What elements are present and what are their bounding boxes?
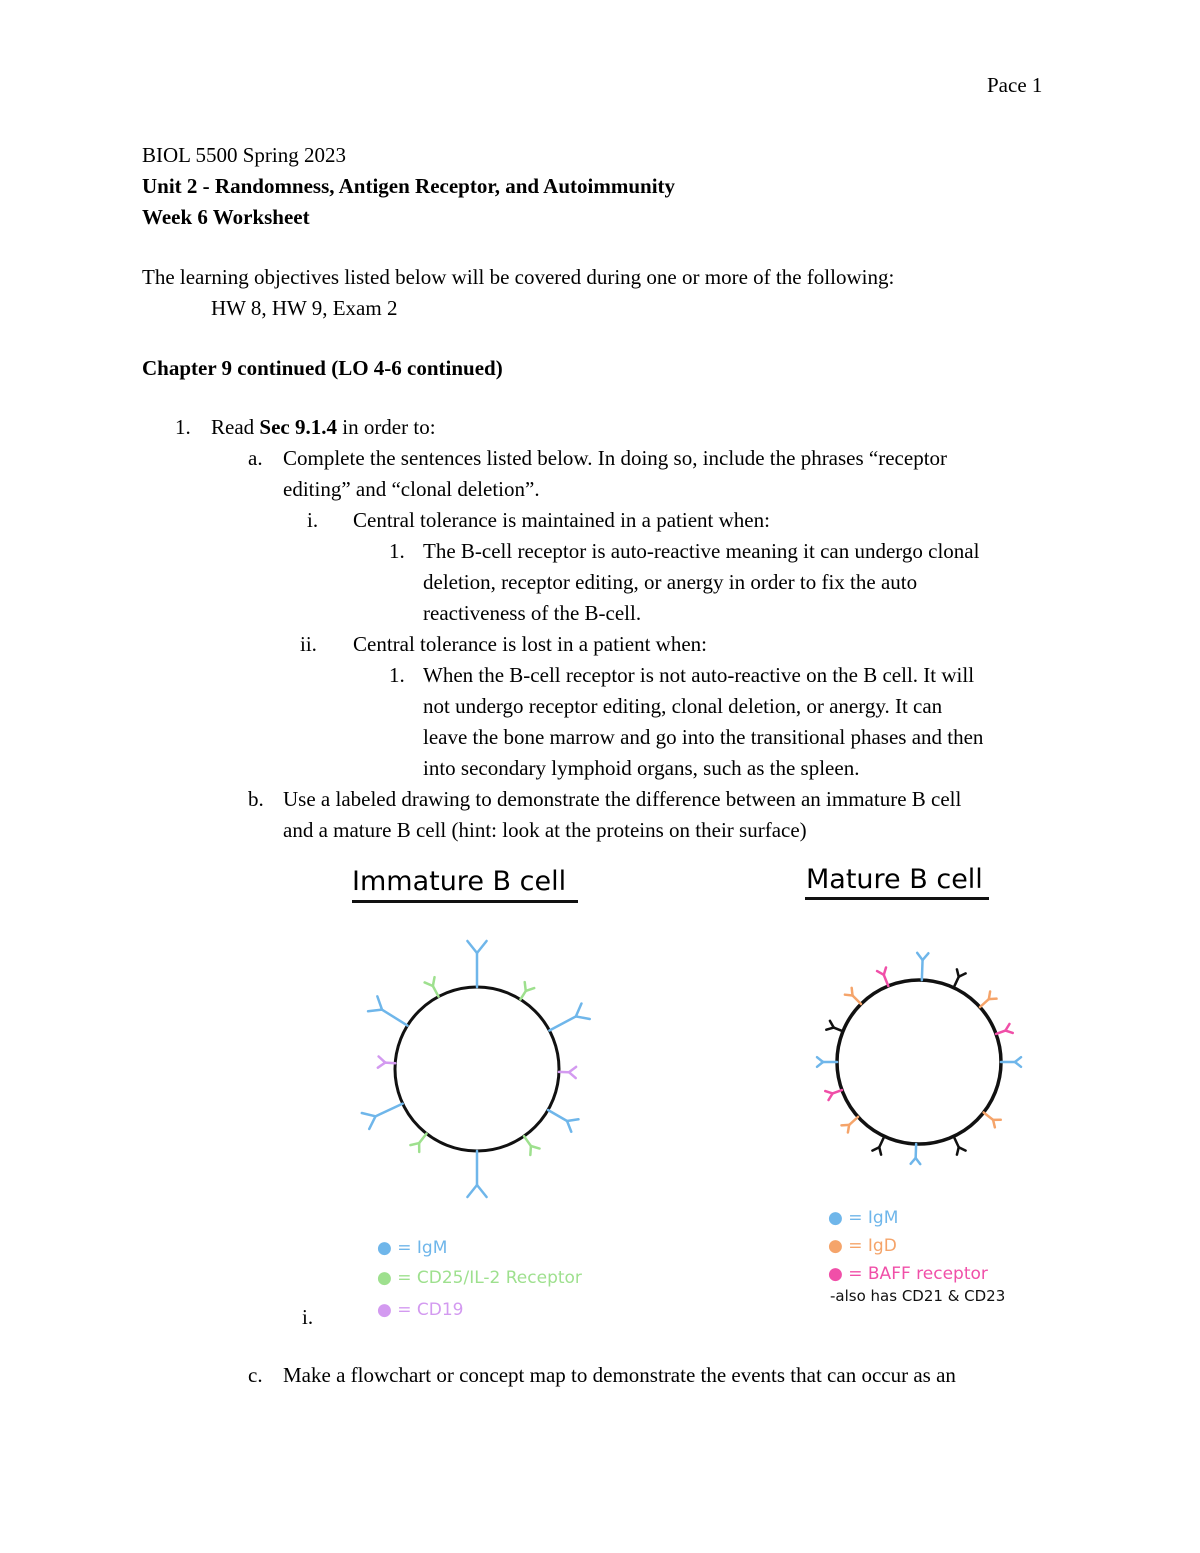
igd-receptor [845,988,861,1004]
immature-b-cell-drawing [340,920,640,1210]
chapter-heading: Chapter 9 continued (LO 4-6 continued) [142,356,503,380]
baff-receptor [825,1090,842,1100]
legend-dot: ● [828,1236,843,1256]
q1a-ii-answer-line1: When the B-cell receptor is not auto-reactive on the B cell. It will [423,663,975,687]
q1-post: in order to: [336,415,436,439]
cd21-cd23-receptor [826,1021,843,1031]
immature-legend-cd19 [377,1298,464,1322]
q1a-ii-answer-line4: into secondary lymphoid organs, such as the spleen. [423,756,860,780]
cd25-receptor [524,1136,539,1155]
q1a-i-text: Central tolerance is maintained in a patient when: [353,508,770,532]
q1a-i-answer-line2: deletion, receptor editing, or anergy in order to fix the auto [423,570,918,594]
igm-receptor [467,1151,486,1197]
q1b-label: b. [248,787,264,811]
igm-receptor [362,1104,403,1129]
q1a-ii-answer-line3: leave the bone marrow and go into the transitional phases and then [423,725,984,749]
igd-receptor [984,1112,1001,1127]
cd21-cd23-receptor [872,1136,884,1154]
mature-legend-igd [828,1234,897,1258]
immature-title: Immature B cell [352,866,567,897]
legend-dot: ● [377,1238,392,1258]
immature-legend-cd25 [377,1266,582,1290]
q1c-label: c. [248,1363,263,1387]
course-title: BIOL 5500 Spring 2023 [142,143,346,167]
q1a-label: a. [248,446,263,470]
assessments: HW 8, HW 9, Exam 2 [211,296,398,320]
immature-cell-membrane [395,987,559,1151]
q1a-i-answer-line1: The B-cell receptor is auto-reactive meaning it can undergo clonal [423,539,980,563]
immature-title-underline [352,900,578,903]
mature-legend-baff-text: = BAFF receptor [848,1264,988,1284]
igd-receptor [841,1117,858,1133]
unit-title: Unit 2 - Randomness, Antigen Receptor, and Autoimmunity [142,174,676,198]
cd25-receptor [425,977,439,996]
mature-legend-igm [828,1206,898,1230]
q1-number: 1. [175,415,191,439]
q1b-line1: Use a labeled drawing to demonstrate the difference between an immature B cell [283,787,962,811]
q1a-i-answer-line3: reactiveness of the B-cell. [423,601,642,625]
igm-receptor [368,996,407,1025]
cd25-receptor [410,1134,426,1152]
immature-legend-cd19-text: = CD19 [397,1300,464,1320]
q1b-i-label: i. [302,1305,314,1329]
mature-title-underline [805,897,989,900]
week-title: Week 6 Worksheet [142,205,310,229]
immature-legend-igm [377,1236,447,1260]
intro-text: The learning objectives listed below will be covered during one or more of the following: [142,265,895,289]
q1a-ii-text: Central tolerance is lost in a patient when: [353,632,707,656]
q1a-i-answer-number: 1. [389,539,405,563]
q1b-line2: and a mature B cell (hint: look at the proteins on their surface) [283,818,807,842]
immature-legend-igm-text: = IgM [397,1238,448,1258]
legend-dot: ● [828,1264,843,1284]
mature-b-cell-drawing [800,935,1050,1175]
q1-section: Sec 9.1.4 [259,415,337,439]
page-number: Pace 1 [987,73,1043,97]
q1a-ii-answer-number: 1. [389,663,405,687]
immature-legend-cd25-text: = CD25/IL-2 Receptor [397,1268,582,1288]
q1a-line2: editing” and “clonal deletion”. [283,477,540,501]
igm-receptor [467,941,486,987]
mature-legend-baff [828,1262,988,1286]
q1-pre: Read [211,415,260,439]
igd-receptor [980,992,997,1008]
igm-receptor [817,1057,837,1067]
legend-dot: ● [828,1208,843,1228]
mature-note: -also has CD21 & CD23 [830,1287,1006,1305]
baff-receptor [996,1024,1013,1034]
cd25-receptor [520,982,534,999]
q1-text [211,412,436,443]
igm-receptor [548,1110,578,1132]
cd21-cd23-receptor [954,969,966,987]
cd21-cd23-receptor [954,1136,966,1154]
baff-receptor [877,967,888,985]
q1a-ii-answer-line2: not undergo receptor editing, clonal deletion, or anergy. It can [423,694,943,718]
q1a-ii-label: ii. [300,632,317,656]
q1a-line1: Complete the sentences listed below. In doing so, include the phrases “receptor [283,446,948,470]
legend-dot: ● [377,1268,392,1288]
mature-legend-igd-text: = IgD [848,1236,897,1256]
q1c-line1: Make a flowchart or concept map to demonstrate the events that can occur as an [283,1363,956,1387]
legend-dot: ● [377,1300,392,1320]
igm-receptor [1001,1057,1021,1067]
cd19-receptor [559,1067,576,1078]
mature-legend-igm-text: = IgM [848,1208,899,1228]
q1a-i-label: i. [307,508,319,532]
igm-receptor [549,1003,589,1030]
mature-title: Mature B cell [806,864,983,895]
igm-receptor [917,953,928,980]
igm-receptor [911,1144,921,1164]
cd19-receptor [378,1057,395,1068]
